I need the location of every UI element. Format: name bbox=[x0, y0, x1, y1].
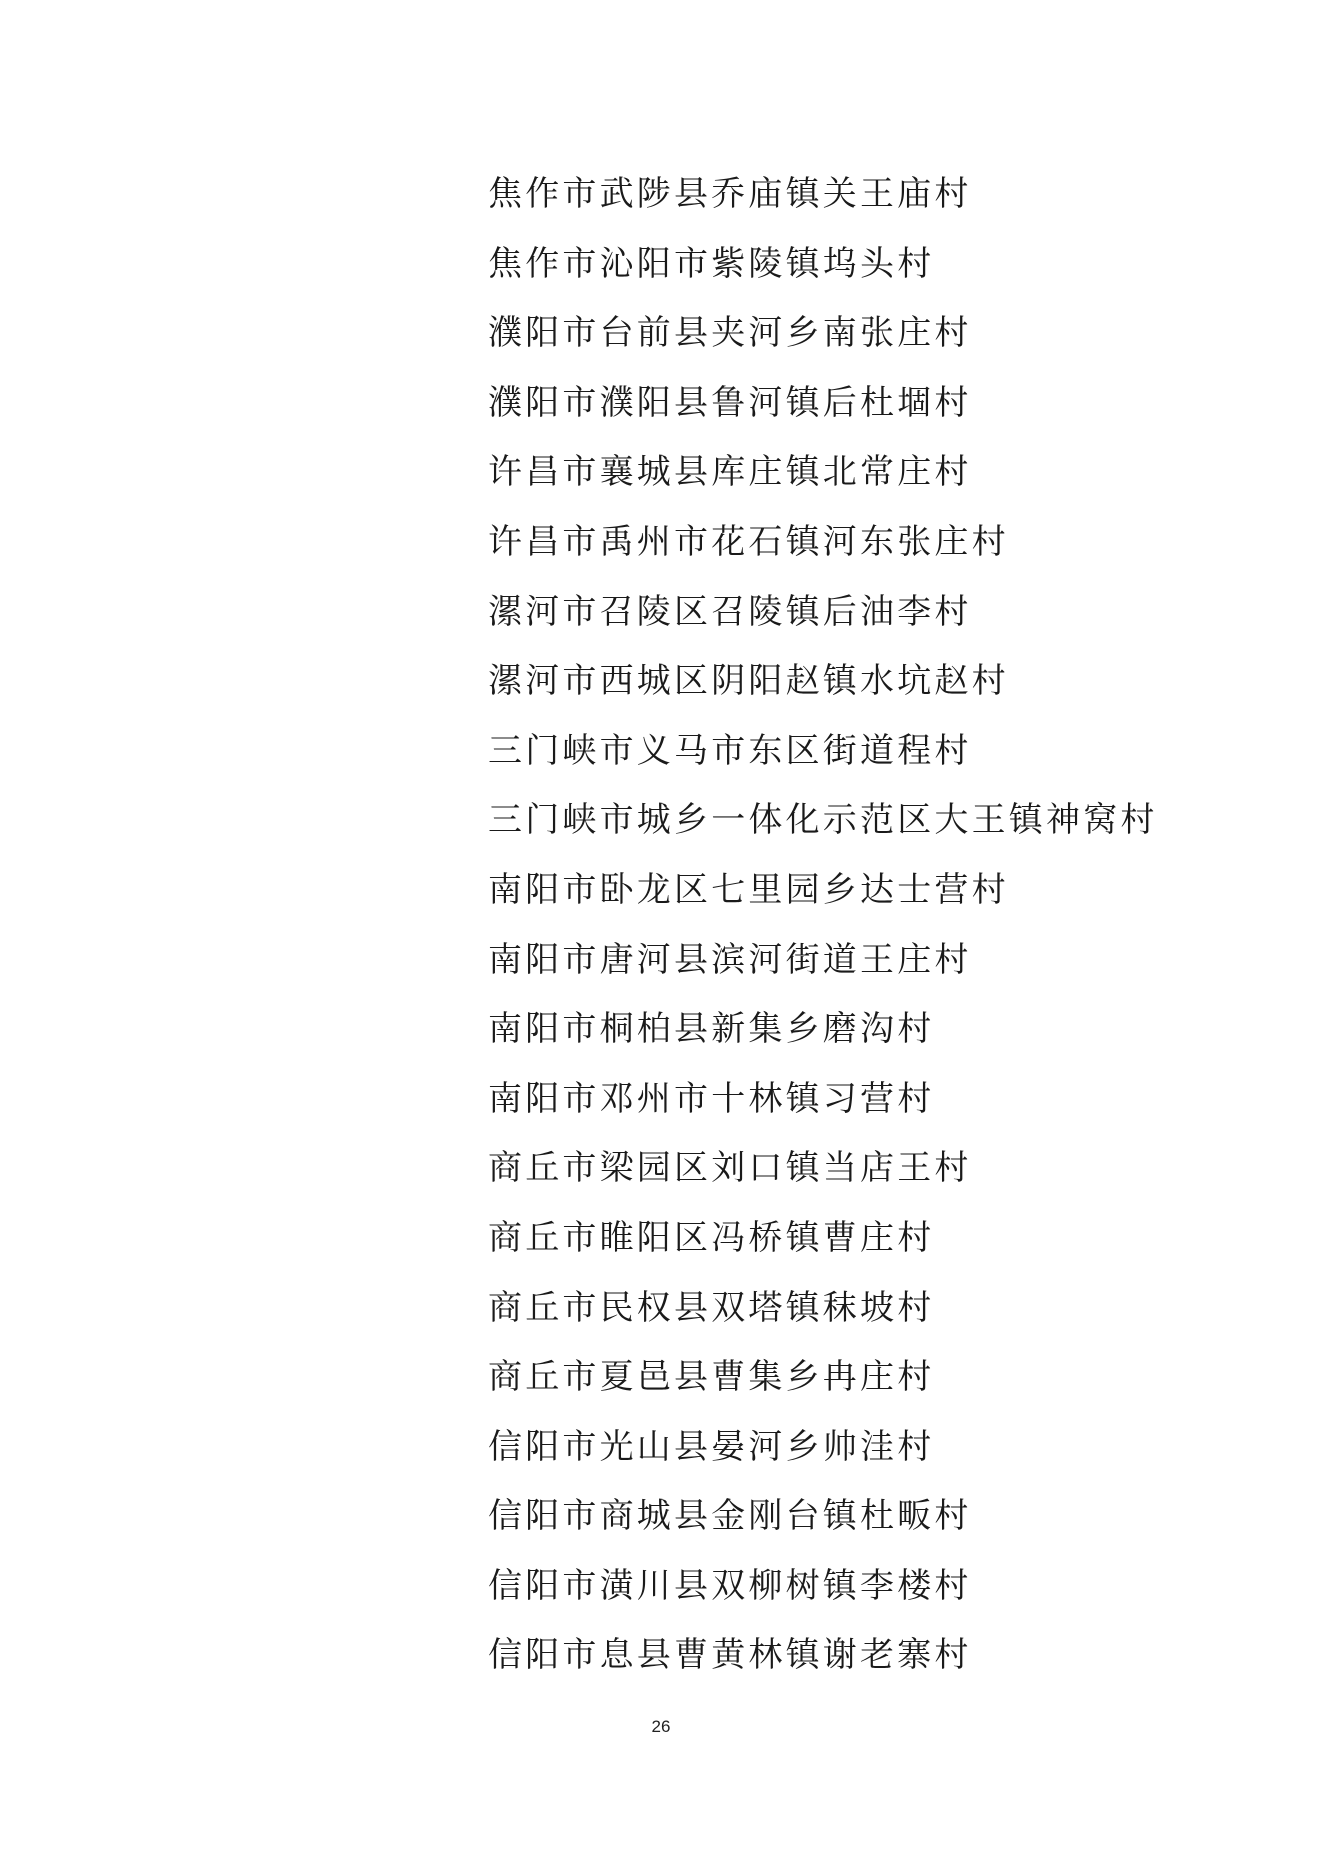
list-item: 焦作市沁阳市紫陵镇坞头村 bbox=[488, 243, 935, 284]
page-number: 26 bbox=[651, 1717, 671, 1736]
list-item: 信阳市潢川县双柳树镇李楼村 bbox=[488, 1565, 972, 1606]
list-item: 许昌市禹州市花石镇河东张庄村 bbox=[488, 521, 1009, 562]
list-item: 南阳市唐河县滨河街道王庄村 bbox=[488, 939, 972, 980]
list-item: 濮阳市台前县夹河乡南张庄村 bbox=[488, 313, 972, 354]
list-item: 信阳市商城县金刚台镇杜畈村 bbox=[488, 1496, 972, 1537]
list-item: 许昌市襄城县库庄镇北常庄村 bbox=[488, 452, 972, 493]
list-item: 三门峡市义马市东区街道程村 bbox=[488, 730, 972, 771]
list-item: 商丘市夏邑县曹集乡冉庄村 bbox=[488, 1357, 935, 1398]
list-item: 南阳市邓州市十林镇习营村 bbox=[488, 1078, 935, 1119]
list-item: 信阳市光山县晏河乡帅洼村 bbox=[488, 1426, 935, 1467]
list-item: 三门峡市城乡一体化示范区大王镇神窝村 bbox=[488, 800, 1158, 841]
list-item: 商丘市民权县双塔镇秣坡村 bbox=[488, 1287, 935, 1328]
list-item: 信阳市息县曹黄林镇谢老寨村 bbox=[488, 1635, 972, 1676]
list-item: 南阳市卧龙区七里园乡达士营村 bbox=[488, 869, 1009, 910]
list-item: 商丘市梁园区刘口镇当店王村 bbox=[488, 1148, 972, 1189]
list-item: 商丘市睢阳区冯桥镇曹庄村 bbox=[488, 1217, 935, 1258]
list-item: 濮阳市濮阳县鲁河镇后杜堌村 bbox=[488, 382, 972, 423]
list-item: 漯河市召陵区召陵镇后油李村 bbox=[488, 591, 972, 632]
list-item: 焦作市武陟县乔庙镇关王庙村 bbox=[488, 174, 972, 214]
village-list bbox=[488, 168, 1158, 1699]
list-item: 南阳市桐柏县新集乡磨沟村 bbox=[488, 1009, 935, 1050]
list-item: 漯河市西城区阴阳赵镇水坑赵村 bbox=[488, 661, 1009, 702]
